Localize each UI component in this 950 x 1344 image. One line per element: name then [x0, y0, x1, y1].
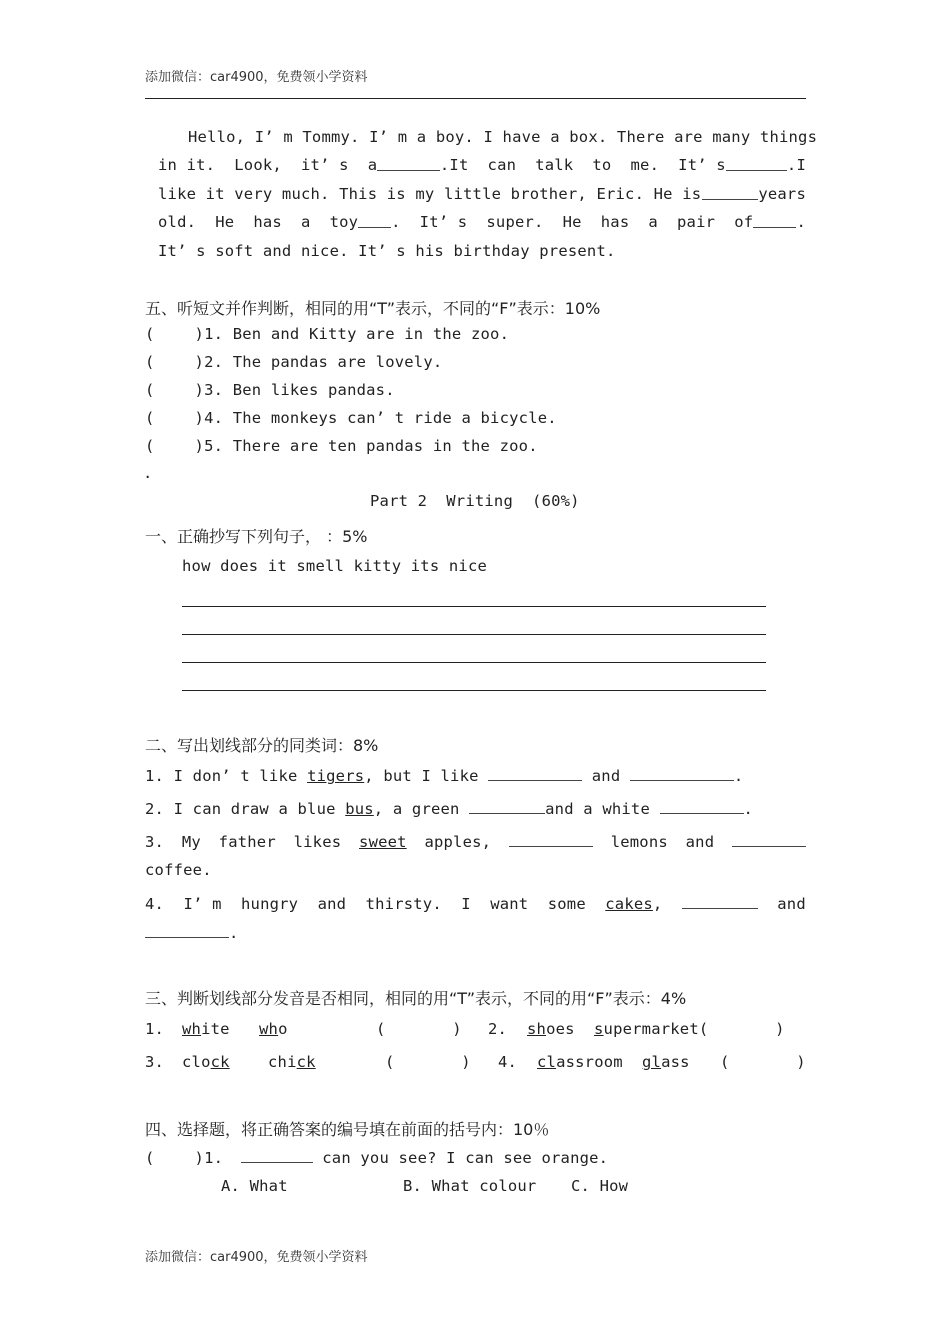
judge-paren[interactable]: (: [145, 409, 155, 427]
item-text: ,: [652, 895, 663, 913]
judge-number: )3.: [194, 381, 224, 399]
answer-blank[interactable]: [488, 766, 582, 781]
item-text: some: [547, 895, 586, 913]
pron-num: 3.: [145, 1053, 165, 1071]
footer-note: 添加微信：car4900，免费领小学资料: [145, 1250, 368, 1265]
option-a: A. What: [221, 1177, 288, 1195]
section-title-choice: 四、选择题，将正确答案的编号填在前面的括号内：10％: [145, 1120, 550, 1139]
passage-text: in it. Look, it’ s a: [158, 156, 378, 174]
item-text: .: [743, 800, 754, 818]
judge-item: [145, 409, 557, 427]
passage-line-4: [158, 213, 806, 231]
category-item-1: [145, 766, 743, 785]
pron-underline: wh: [182, 1020, 202, 1038]
judge-text: Ben likes pandas.: [232, 381, 395, 399]
pron-num: 1.: [145, 1020, 165, 1038]
answer-blank[interactable]: [702, 185, 758, 200]
judge-paren[interactable]: (: [145, 325, 155, 343]
category-item-4-cont: [145, 923, 239, 942]
item-text: lemons: [610, 833, 668, 851]
pron-word: [537, 1053, 623, 1071]
writing-line[interactable]: [182, 690, 766, 691]
answer-blank[interactable]: [469, 799, 545, 814]
answer-blank[interactable]: [726, 156, 787, 171]
pron-underline: gl: [642, 1053, 662, 1071]
answer-blank[interactable]: [630, 766, 734, 781]
item-text: .: [229, 924, 239, 942]
judge-number: )4.: [194, 409, 224, 427]
pron-rest: assroom: [556, 1053, 623, 1071]
item-text: 4.: [145, 895, 165, 913]
section-title-copy: 一、正确抄写下列句子， ：5%: [145, 527, 368, 546]
judge-paren[interactable]: (: [145, 381, 155, 399]
judge-item: [145, 353, 442, 371]
passage-text: . It’ s super. He has a pair of: [391, 213, 754, 231]
answer-blank[interactable]: [509, 832, 593, 847]
category-item-3: [145, 832, 806, 851]
part-title: Part 2 Writing (60%): [370, 492, 580, 510]
pron-word: [642, 1053, 690, 1071]
pron-rest: chi: [268, 1053, 297, 1071]
underlined-word: cakes: [605, 895, 653, 913]
judge-item: [145, 381, 395, 399]
pron-word: [182, 1053, 230, 1071]
category-item-3-cont: coffee.: [145, 861, 212, 879]
choice-text: can you see? I can see orange.: [322, 1149, 609, 1167]
choice-number: )1.: [194, 1149, 224, 1167]
pron-underline: s: [594, 1020, 604, 1038]
answer-blank[interactable]: [145, 923, 229, 938]
answer-blank[interactable]: [732, 832, 806, 847]
section-title-listening: 五、听短文并作判断，相同的用“T”表示，不同的“F”表示：10%: [145, 299, 601, 318]
pron-word: [259, 1020, 288, 1038]
item-text: , but I like: [364, 767, 479, 785]
answer-paren[interactable]: ( ): [376, 1020, 462, 1038]
item-text: My: [181, 833, 201, 851]
item-text: and: [591, 767, 621, 785]
judge-text: Ben and Kitty are in the zoo.: [232, 325, 510, 343]
judge-number: )1.: [194, 325, 224, 343]
item-text: and: [777, 895, 806, 913]
answer-paren[interactable]: ( ): [385, 1053, 471, 1071]
option-b: B. What colour: [403, 1177, 537, 1195]
category-item-4: [145, 894, 806, 913]
item-text: .: [733, 767, 744, 785]
item-text: apples,: [424, 833, 492, 851]
pron-rest: ass: [661, 1053, 690, 1071]
passage-text: .I: [786, 156, 806, 174]
pron-underline: cl: [537, 1053, 557, 1071]
judge-paren[interactable]: (: [145, 353, 155, 371]
choice-paren[interactable]: (: [145, 1149, 155, 1167]
judge-text: The monkeys can’ t ride a bicycle.: [232, 409, 557, 427]
pron-underline: sh: [527, 1020, 547, 1038]
item-text: likes: [293, 833, 342, 851]
answer-blank[interactable]: [377, 156, 440, 171]
stray-dot: .: [143, 464, 153, 482]
writing-line[interactable]: [182, 634, 766, 635]
answer-blank[interactable]: [682, 894, 758, 909]
passage-line-3: [158, 185, 806, 203]
passage-text: .: [796, 213, 806, 231]
passage-text: years: [758, 185, 806, 203]
item-text: 3.: [145, 833, 165, 851]
passage-text: like it very much. This is my little brother, Eric. He is: [158, 185, 702, 203]
item-text: father: [218, 833, 276, 851]
category-item-2: [145, 799, 753, 818]
judge-item: [145, 325, 509, 343]
item-text: 2. I can draw a blue: [145, 800, 336, 818]
judge-number: )2.: [194, 353, 224, 371]
passage-line-2: [158, 156, 806, 174]
passage-text: .It can talk to me. It’ s: [439, 156, 726, 174]
judge-text: The pandas are lovely.: [232, 353, 443, 371]
pron-rest: clo: [182, 1053, 211, 1071]
item-text: I: [461, 895, 471, 913]
pron-rest: upermarket( ): [603, 1020, 785, 1038]
item-text: hungry: [241, 895, 299, 913]
section-title-pronunciation: 三、判断划线部分发音是否相同，相同的用“T”表示，不同的用“F”表示：4%: [145, 989, 687, 1008]
answer-blank[interactable]: [241, 1148, 313, 1163]
passage-line-1: Hello, I’ m Tommy. I’ m a boy. I have a box. There are many things: [188, 128, 818, 146]
section-title-categories: 二、写出划线部分的同类词：8%: [145, 736, 379, 755]
copy-sentence: how does it smell kitty its nice: [182, 557, 488, 575]
pron-rest: oes: [546, 1020, 575, 1038]
item-text: I’ m: [183, 895, 222, 913]
header-note: 添加微信：car4900，免费领小学资料: [145, 70, 368, 85]
item-text: and a white: [545, 800, 650, 818]
pron-underline: ck: [210, 1053, 230, 1071]
item-text: and: [317, 895, 347, 913]
item-text: want: [490, 895, 529, 913]
pron-underline: wh: [259, 1020, 279, 1038]
pron-word: [527, 1020, 575, 1038]
underlined-word: tigers: [307, 767, 365, 785]
answer-blank[interactable]: [753, 213, 796, 228]
choice-question: [145, 1148, 608, 1167]
pron-rest: ite: [201, 1020, 230, 1038]
passage-line-5: It’ s soft and nice. It’ s his birthday present.: [158, 242, 616, 260]
judge-text: There are ten pandas in the zoo.: [232, 437, 538, 455]
passage-text: old. He has a toy: [158, 213, 359, 231]
writing-line[interactable]: [182, 606, 766, 607]
header-rule: [145, 98, 806, 99]
judge-item: [145, 437, 538, 455]
pron-rest: o: [278, 1020, 288, 1038]
pron-underline: ck: [296, 1053, 316, 1071]
pron-num: 4.: [498, 1053, 518, 1071]
judge-number: )5.: [194, 437, 224, 455]
underlined-word: bus: [345, 800, 374, 818]
pron-word: [182, 1020, 230, 1038]
item-text: 1. I don’ t like: [145, 767, 298, 785]
answer-blank[interactable]: [358, 213, 391, 228]
writing-line[interactable]: [182, 662, 766, 663]
pron-num: 2.: [488, 1020, 508, 1038]
item-text: and: [685, 833, 715, 851]
item-text: , a green: [373, 800, 460, 818]
pron-word: [268, 1053, 316, 1071]
pron-word: [594, 1020, 785, 1038]
option-c: C. How: [571, 1177, 629, 1195]
answer-blank[interactable]: [660, 799, 744, 814]
answer-paren[interactable]: ( ): [720, 1053, 806, 1071]
item-text: thirsty.: [365, 895, 442, 913]
underlined-word: sweet: [359, 833, 407, 851]
judge-paren[interactable]: (: [145, 437, 155, 455]
